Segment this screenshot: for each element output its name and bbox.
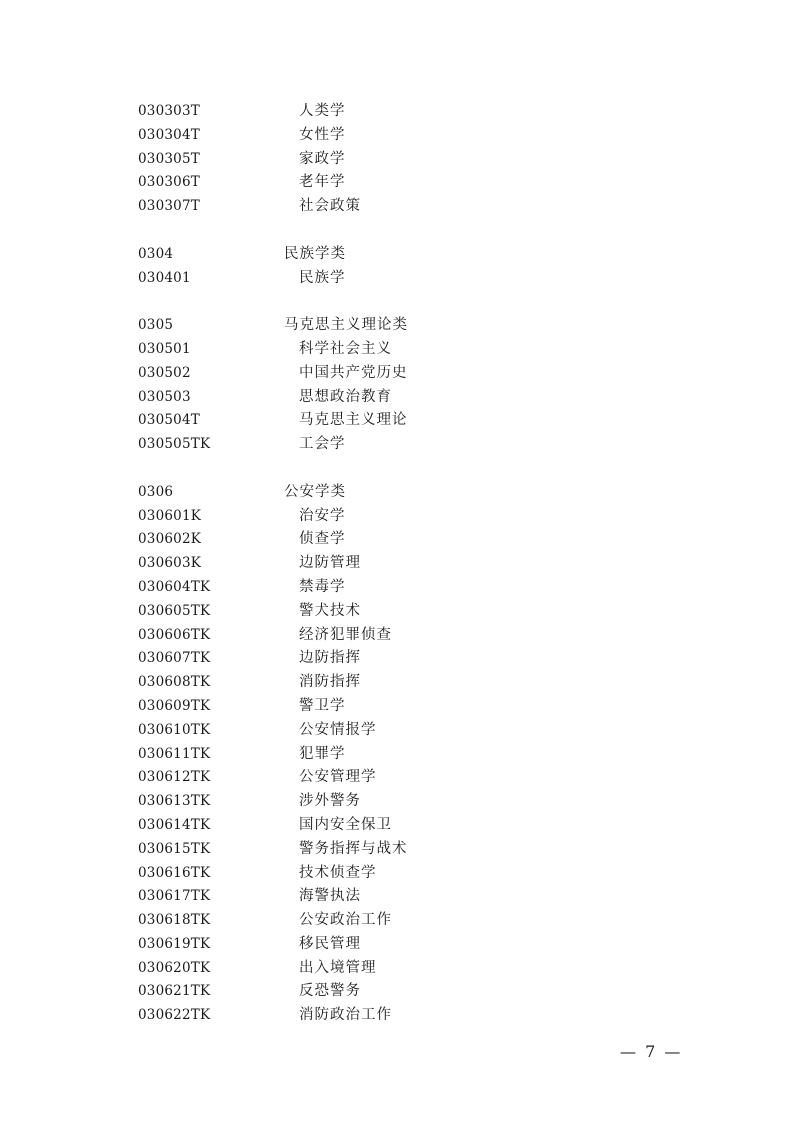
major-row [138, 505, 698, 529]
major-row [138, 766, 698, 790]
major-name: 涉外警务 [299, 793, 361, 810]
major-code: 030504T [138, 412, 200, 429]
major-row [138, 933, 698, 957]
major-code: 030609TK [138, 697, 211, 714]
major-row [138, 790, 698, 814]
major-catalog-list [138, 100, 698, 1028]
major-code: 030401 [138, 269, 191, 286]
major-name: 中国共产党历史 [299, 364, 408, 381]
major-row [138, 267, 698, 291]
major-name: 反恐警务 [299, 983, 361, 1000]
major-name: 禁毒学 [299, 578, 346, 595]
major-name: 工会学 [299, 436, 346, 453]
major-name: 国内安全保卫 [299, 816, 392, 833]
major-code: 030610TK [138, 721, 211, 738]
major-name: 消防指挥 [299, 674, 361, 691]
major-row [138, 171, 698, 195]
major-code: 030617TK [138, 888, 211, 905]
major-row [138, 814, 698, 838]
major-row [138, 362, 698, 386]
major-code: 030611TK [138, 745, 211, 762]
major-name: 思想政治教育 [299, 388, 392, 405]
major-name: 公安政治工作 [299, 912, 392, 929]
major-code: 030502 [138, 364, 191, 381]
major-row [138, 552, 698, 576]
major-name: 经济犯罪侦查 [299, 626, 392, 643]
category-row [138, 481, 698, 505]
major-name: 科学社会主义 [299, 340, 392, 357]
category-row [138, 314, 698, 338]
section-spacer [138, 219, 698, 243]
major-code: 030603K [138, 555, 202, 572]
major-row [138, 671, 698, 695]
major-code: 030305T [138, 150, 200, 167]
major-row [138, 195, 698, 219]
major-code: 030615TK [138, 840, 211, 857]
major-row [138, 909, 698, 933]
major-name: 消防政治工作 [299, 1007, 392, 1024]
major-code: 030620TK [138, 959, 211, 976]
major-name: 警务指挥与战术 [299, 840, 408, 857]
section-spacer [138, 457, 698, 481]
major-code: 030601K [138, 507, 202, 524]
major-code: 030607TK [138, 650, 211, 667]
major-row [138, 695, 698, 719]
major-name: 民族学 [299, 269, 346, 286]
major-row [138, 862, 698, 886]
category-name: 马克思主义理论类 [284, 317, 408, 334]
major-name: 警犬技术 [299, 602, 361, 619]
major-name: 犯罪学 [299, 745, 346, 762]
major-name: 人类学 [299, 103, 346, 119]
major-code: 030618TK [138, 912, 211, 929]
major-name: 侦查学 [299, 531, 346, 548]
major-row [138, 838, 698, 862]
major-code: 030605TK [138, 602, 211, 619]
major-code: 030612TK [138, 769, 211, 786]
major-row [138, 600, 698, 624]
major-name: 出入境管理 [299, 959, 377, 976]
major-name: 马克思主义理论 [299, 412, 408, 429]
major-name: 技术侦查学 [299, 864, 377, 881]
major-row [138, 885, 698, 909]
major-row [138, 386, 698, 410]
major-code: 030604TK [138, 578, 211, 595]
major-code: 030307T [138, 198, 200, 215]
major-code: 030303T [138, 103, 200, 119]
major-row [138, 124, 698, 148]
major-row [138, 624, 698, 648]
major-name: 公安情报学 [299, 721, 377, 738]
major-row [138, 719, 698, 743]
major-name: 家政学 [299, 150, 346, 167]
category-name: 公安学类 [284, 483, 346, 500]
major-code: 030304T [138, 126, 200, 143]
major-row [138, 980, 698, 1004]
major-code: 030619TK [138, 935, 211, 952]
major-row [138, 409, 698, 433]
major-row [138, 100, 698, 124]
major-row [138, 433, 698, 457]
major-name: 警卫学 [299, 697, 346, 714]
major-row [138, 576, 698, 600]
major-code: 030616TK [138, 864, 211, 881]
category-row [138, 243, 698, 267]
major-row [138, 957, 698, 981]
category-code: 0305 [138, 317, 174, 334]
major-row [138, 528, 698, 552]
major-code: 030608TK [138, 674, 211, 691]
major-row [138, 1004, 698, 1028]
major-code: 030602K [138, 531, 202, 548]
major-code: 030306T [138, 174, 200, 191]
major-name: 女性学 [299, 126, 346, 143]
category-name: 民族学类 [284, 245, 346, 262]
major-code: 030505TK [138, 436, 211, 453]
major-name: 边防管理 [299, 555, 361, 572]
major-code: 030606TK [138, 626, 211, 643]
major-code: 030503 [138, 388, 191, 405]
category-code: 0306 [138, 483, 174, 500]
category-code: 0304 [138, 245, 174, 262]
major-name: 海警执法 [299, 888, 361, 905]
major-name: 老年学 [299, 174, 346, 191]
major-code: 030621TK [138, 983, 211, 1000]
major-row [138, 647, 698, 671]
major-name: 治安学 [299, 507, 346, 524]
major-name: 边防指挥 [299, 650, 361, 667]
major-row [138, 743, 698, 767]
major-row [138, 338, 698, 362]
major-code: 030613TK [138, 793, 211, 810]
section-spacer [138, 290, 698, 314]
major-row [138, 148, 698, 172]
major-name: 社会政策 [299, 198, 361, 215]
page-number: — 7 — [620, 1042, 683, 1061]
major-code: 030614TK [138, 816, 211, 833]
major-code: 030622TK [138, 1007, 211, 1024]
major-name: 公安管理学 [299, 769, 377, 786]
major-name: 移民管理 [299, 935, 361, 952]
major-code: 030501 [138, 340, 191, 357]
